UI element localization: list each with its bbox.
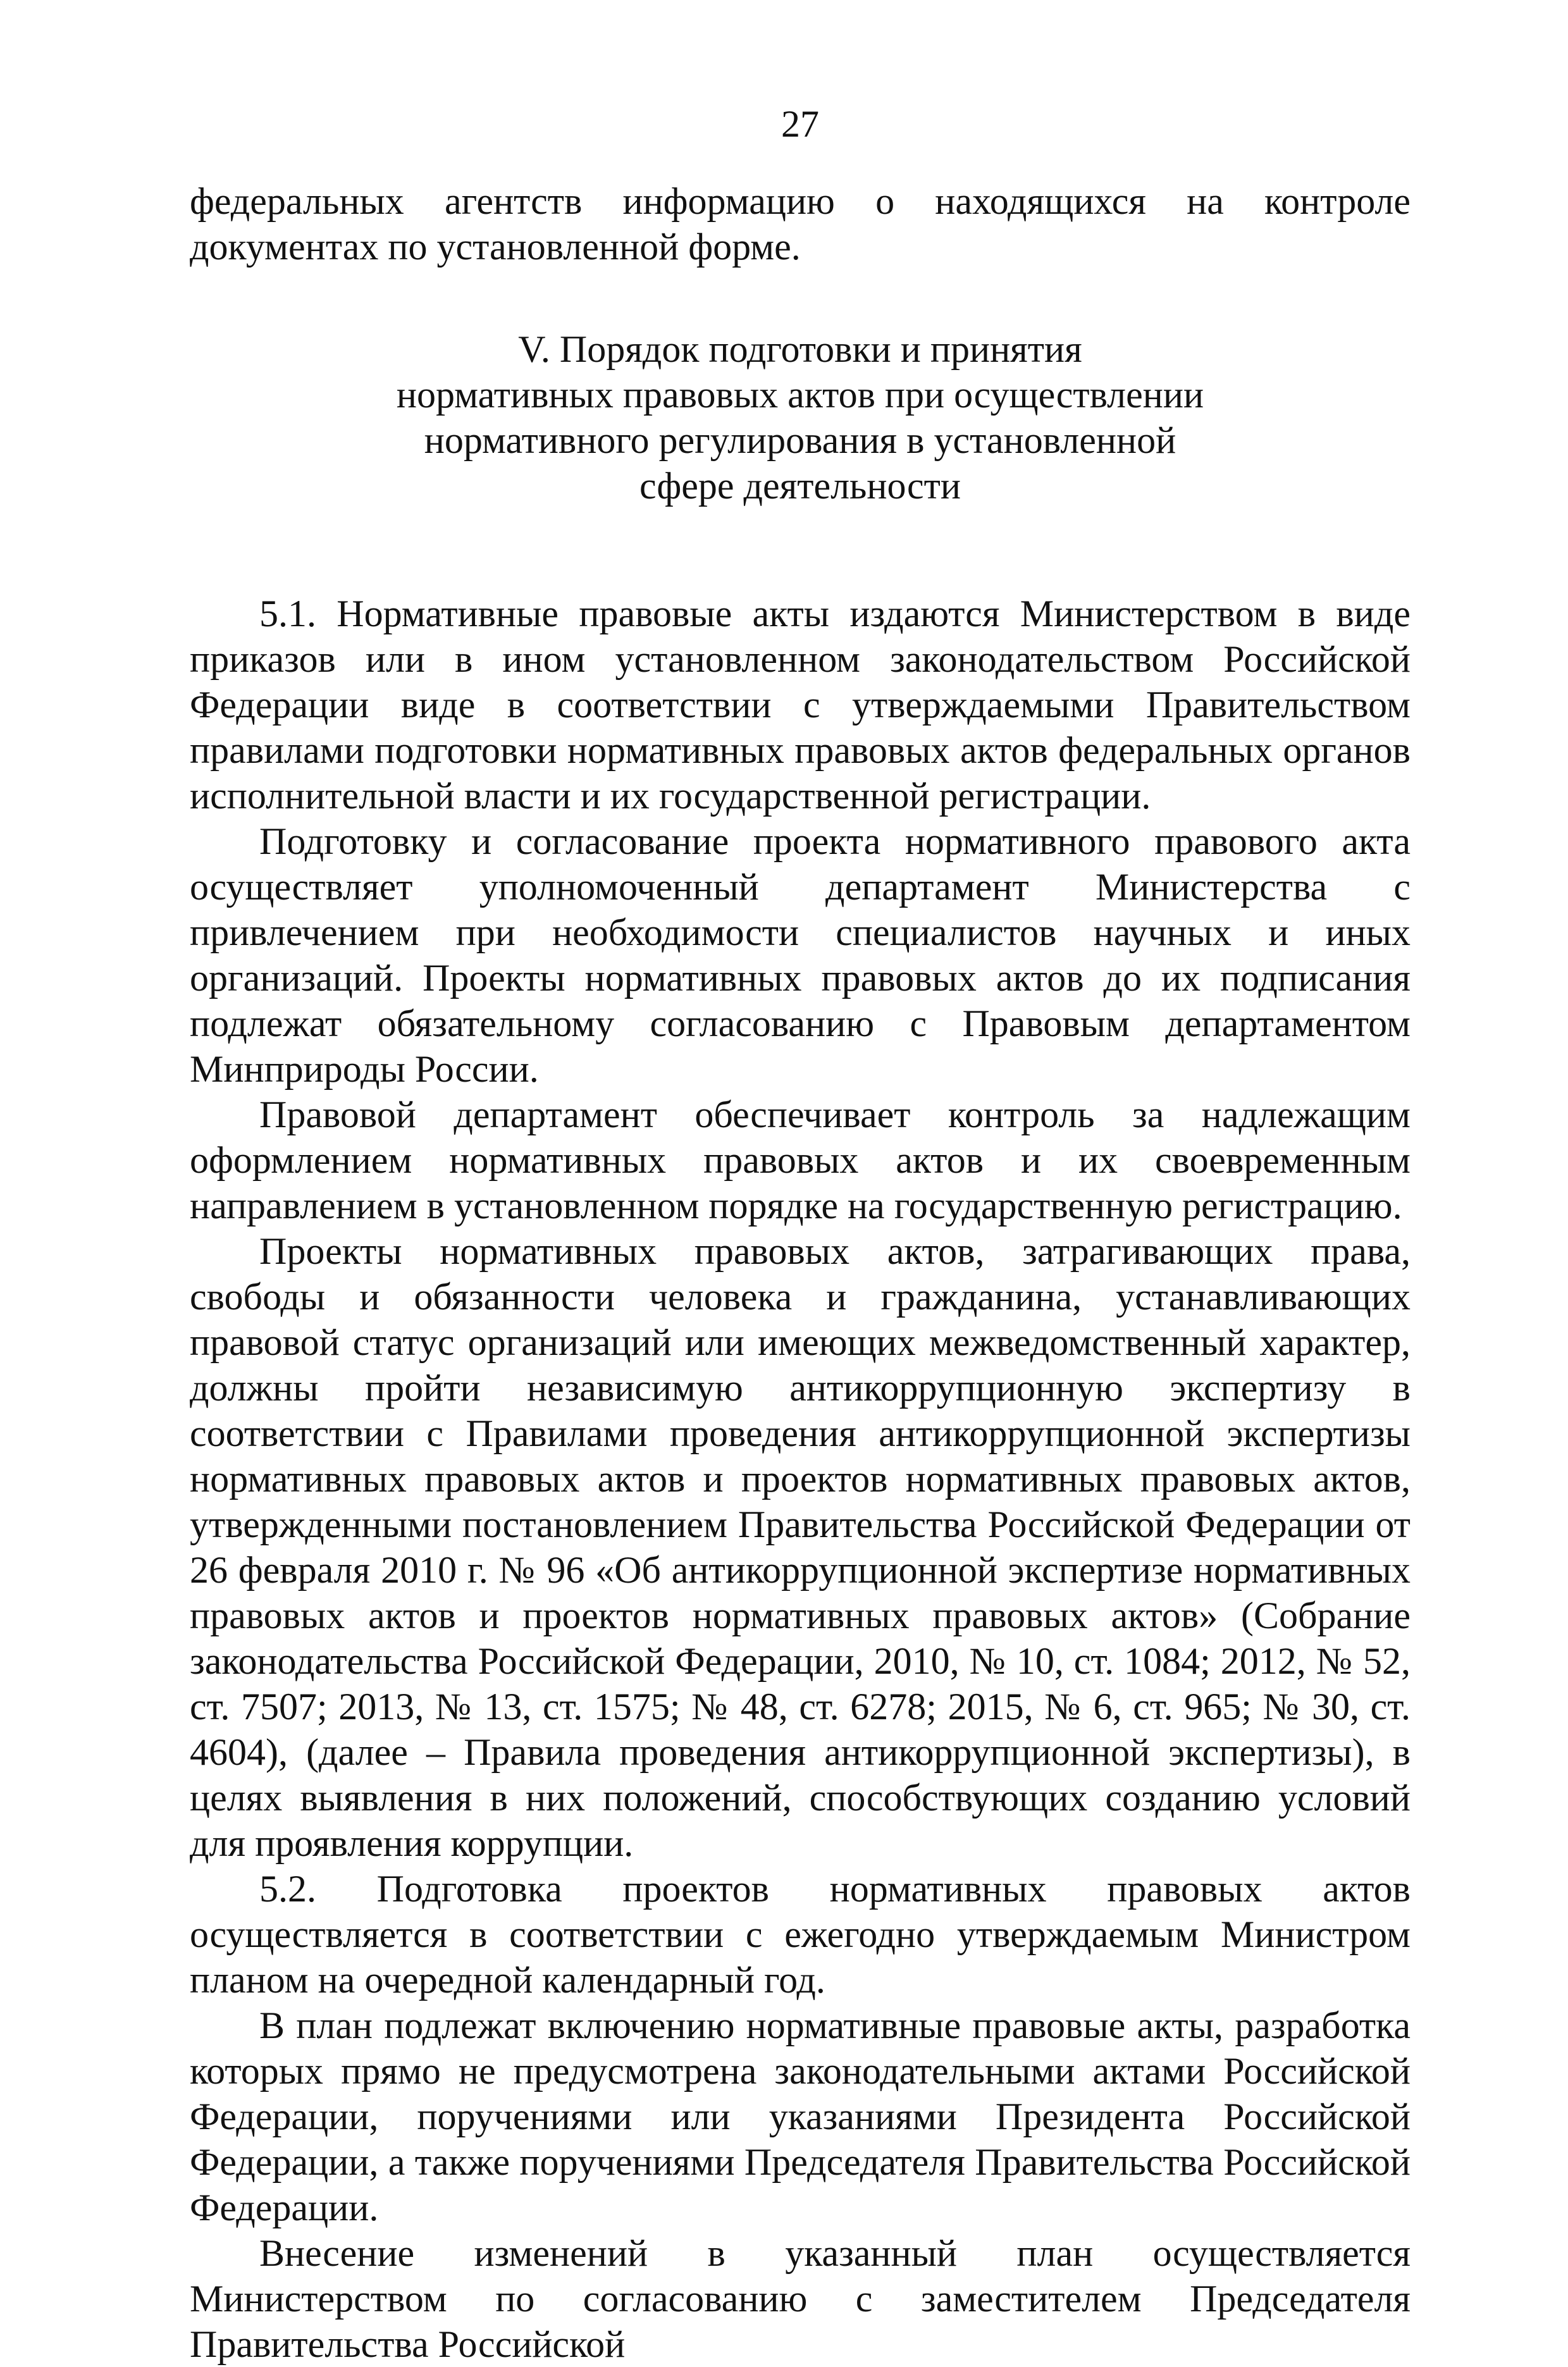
section-heading-line: нормативного регулирования в установленной: [424, 419, 1176, 461]
paragraph-preparation: Подготовку и согласование проекта нормативного правового акта осуществляет уполномоченный департамент Министерства с привлечением при необходимости специалистов научных и иных организаций. Проекты нормативных правовых актов до их подписания подлежат обязательному согласованию с Правовым департаментом Минприроды России.: [190, 820, 1411, 1090]
page-number: 27: [781, 103, 819, 145]
paragraph-5-2: 5.2. Подготовка проектов нормативных правовых актов осуществляется в соответствии с ежегодно утверждаемым Министром планом на очередной календарный год.: [190, 1868, 1411, 2001]
paragraph-anticorruption: Проекты нормативных правовых актов, затрагивающих права, свободы и обязанности человека и гражданина, устанавливающих правовой статус организаций или имеющих межведомственный характер, должны пройти независимую антикоррупционную экспертизу в соответствии с Правилами проведения антикоррупционной экспертизы нормативных правовых актов и проектов нормативных правовых актов, утвержденными постановлением Правительства Российской Федерации от 26 февраля 2010 г. № 96 «Об антикоррупционной экспертизе нормативных правовых актов и проектов нормативных правовых актов» (Собрание законодательства Российской Федерации, 2010, № 10, ст. 1084; 2012, № 52, ст. 7507; 2013, № 13, ст. 1575; № 48, ст. 6278; 2015, № 6, ст. 965; № 30, ст. 4604), (далее – Правила проведения антикоррупционной экспертизы), в целях выявления в них положений, способствующих созданию условий для проявления коррупции.: [190, 1230, 1411, 1864]
paragraph-plan-changes: Внесение изменений в указанный план осуществляется Министерством по согласованию с заместителем Председателя Правительства Российской: [190, 2232, 1411, 2365]
paragraph-plan-inclusion: В план подлежат включению нормативные правовые акты, разработка которых прямо не предусмотрена законодательными актами Российской Федерации, поручениями или указаниями Президента Российской Федерации, а также поручениями Председателя Правительства Российской Федерации.: [190, 2005, 1411, 2228]
section-heading-line: V. Порядок подготовки и принятия: [518, 328, 1082, 370]
section-heading-line: сфере деятельности: [639, 465, 961, 507]
section-heading: [190, 326, 1411, 509]
paragraph-5-1: 5.1. Нормативные правовые акты издаются Министерством в виде приказов или в ином установленном законодательством Российской Федерации виде в соответствии с утверждаемыми Правительством правилами подготовки нормативных правовых актов федеральных органов исполнительной власти и их государственной регистрации.: [190, 593, 1411, 817]
paragraph-legal-department: Правовой департамент обеспечивает контроль за надлежащим оформлением нормативных правовых актов и их своевременным направлением в установленном порядке на государственную регистрацию.: [190, 1094, 1411, 1227]
intro-paragraph: федеральных агентств информацию о находящихся на контроле документах по установленной форме.: [190, 180, 1411, 268]
section-heading-line: нормативных правовых актов при осуществлении: [396, 374, 1204, 416]
document-page: [190, 101, 1411, 2367]
